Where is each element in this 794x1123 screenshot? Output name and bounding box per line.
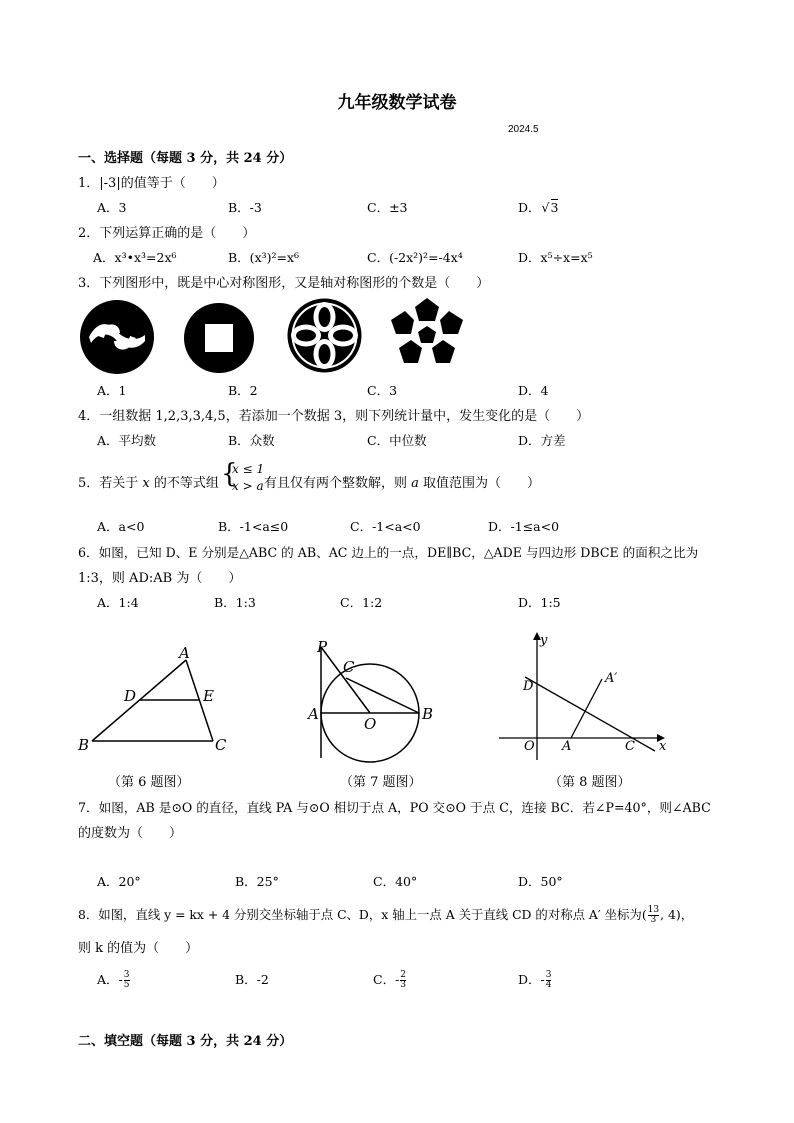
page-title: 九年级数学试卷 bbox=[337, 93, 457, 113]
figure-7-circle bbox=[305, 630, 445, 760]
q1-sqrt: √3 bbox=[541, 200, 559, 215]
figure-6-triangle bbox=[70, 640, 240, 760]
q8-option-b: B．-2 bbox=[235, 972, 269, 987]
label-y: y bbox=[540, 633, 548, 648]
label-C: C bbox=[625, 739, 635, 754]
q8-stem-line1: 8．如图，直线 y = kx + 4 分别交坐标轴于点 C、D，x 轴上一点 A 关于直线 CD 的对称点 A′ 坐标为( $\frac{13}{3}$ , 4)， bbox=[78, 905, 694, 925]
label-A: A bbox=[179, 644, 190, 662]
q2-stem: 2．下列运算正确的是（ ） bbox=[78, 226, 256, 241]
q8-option-c: C．- $\frac{2}{3}$ bbox=[373, 970, 407, 990]
figure-7-caption: （第 7 题图） bbox=[340, 775, 422, 790]
label-A: A bbox=[308, 705, 319, 723]
brace-icon: { bbox=[221, 459, 238, 489]
q4-option-d: D．方差 bbox=[518, 433, 566, 448]
q1-option-a: A．3 bbox=[97, 200, 127, 215]
label-B: B bbox=[422, 705, 434, 723]
label-O: O bbox=[524, 739, 535, 754]
q4-option-b: B．众数 bbox=[228, 433, 275, 448]
q7-stem-line1: 7．如图，AB 是⊙O 的直径，直线 PA 与⊙O 相切于点 A，PO 交⊙O 于点 C，连接 BC．若∠P=40°，则∠ABC bbox=[78, 800, 711, 815]
label-D: D bbox=[523, 679, 534, 694]
symbol-coin-figure bbox=[183, 302, 255, 374]
q7-option-c: C．40° bbox=[373, 874, 418, 889]
q2-option-d: D．x⁵÷x=x⁵ bbox=[518, 250, 593, 265]
q7-stem-line2: 的度数为（ ） bbox=[78, 826, 183, 841]
q5-option-b: B．-1<a≤0 bbox=[218, 519, 289, 534]
q8-coord-fraction: $\frac{13}{3}$ bbox=[647, 905, 660, 925]
q3-stem: 3．下列图形中，既是中心对称图形，又是轴对称图形的个数是（ ） bbox=[78, 276, 490, 291]
label-D: D bbox=[124, 687, 137, 705]
q5-inequalities: x ≤ 1 x > a bbox=[232, 462, 265, 493]
q8-option-a: A．- $\frac{3}{5}$ bbox=[97, 970, 130, 990]
q6-option-d: D．1:5 bbox=[518, 595, 561, 610]
figure-8-coordinate bbox=[495, 630, 675, 765]
q1-option-c: C．±3 bbox=[367, 200, 408, 215]
label-A: A bbox=[562, 739, 572, 754]
q5-stem: 5．若关于 x 的不等式组 bbox=[78, 476, 219, 491]
q6-option-b: B．1:3 bbox=[214, 595, 256, 610]
q3-option-d: D．4 bbox=[518, 383, 549, 398]
q8-option-d: D．- $\frac{3}{4}$ bbox=[518, 970, 552, 990]
label-x: x bbox=[659, 739, 667, 754]
symbol-wave-figure bbox=[79, 299, 155, 375]
label-O: O bbox=[364, 715, 377, 733]
q6-option-c: C．1:2 bbox=[340, 595, 383, 610]
q6-option-a: A．1:4 bbox=[97, 595, 139, 610]
q2-option-c: C．(-2x²)²=-4x⁴ bbox=[367, 250, 463, 265]
q3-option-c: C．3 bbox=[367, 383, 398, 398]
q5-stem-tail: 有且仅有两个整数解，则 a 取值范围为（ ） bbox=[264, 476, 541, 491]
figure-8-caption: （第 8 题图） bbox=[549, 775, 631, 790]
figure-6-caption: （第 6 题图） bbox=[108, 775, 190, 790]
q7-option-a: A．20° bbox=[97, 874, 141, 889]
q4-option-a: A．平均数 bbox=[97, 433, 157, 448]
q4-option-c: C．中位数 bbox=[367, 433, 427, 448]
q7-option-b: B．25° bbox=[235, 874, 279, 889]
q1-option-d: D．√3 bbox=[518, 200, 559, 215]
q5-option-a: A．a<0 bbox=[97, 519, 145, 534]
section-choice-heading: 一、选择题（每题 3 分，共 24 分） bbox=[78, 151, 293, 166]
q4-stem: 4．一组数据 1,2,3,3,4,5，若添加一个数据 3，则下列统计量中，发生变化的是（ ） bbox=[78, 409, 590, 424]
q5-option-c: C．-1<a<0 bbox=[350, 519, 421, 534]
label-B: B bbox=[78, 736, 90, 754]
label-A-prime: A′ bbox=[605, 671, 618, 686]
q7-option-d: D．50° bbox=[518, 874, 563, 889]
label-E: E bbox=[203, 687, 214, 705]
symbol-pentagon-figure bbox=[388, 296, 466, 370]
q3-option-b: B．2 bbox=[228, 383, 258, 398]
section-fill-heading: 二、填空题（每题 3 分，共 24 分） bbox=[78, 1034, 293, 1049]
exam-date: 2024.5 bbox=[508, 124, 539, 135]
q2-option-b: B．(x³)²=x⁶ bbox=[228, 250, 300, 265]
label-C: C bbox=[215, 736, 227, 754]
q8-stem-line2: 则 k 的值为（ ） bbox=[78, 941, 199, 956]
label-C: C bbox=[343, 658, 355, 676]
q3-option-a: A．1 bbox=[97, 383, 127, 398]
label-P: P bbox=[317, 638, 328, 656]
q6-stem-line2: 1:3，则 AD:AB 为（ ） bbox=[78, 571, 242, 586]
q5-option-d: D．-1≤a<0 bbox=[488, 519, 560, 534]
symbol-petal-figure bbox=[286, 297, 363, 374]
q1-option-b: B．-3 bbox=[228, 200, 262, 215]
q2-option-a: A．x³•x³=2x⁶ bbox=[93, 250, 177, 265]
q1-stem: 1．|-3|的值等于（ ） bbox=[78, 176, 225, 191]
q6-stem-line1: 6．如图，已知 D、E 分别是△ABC 的 AB、AC 边上的一点，DE∥BC，△ADE 与四边形 DBCE 的面积之比为 bbox=[78, 545, 699, 560]
